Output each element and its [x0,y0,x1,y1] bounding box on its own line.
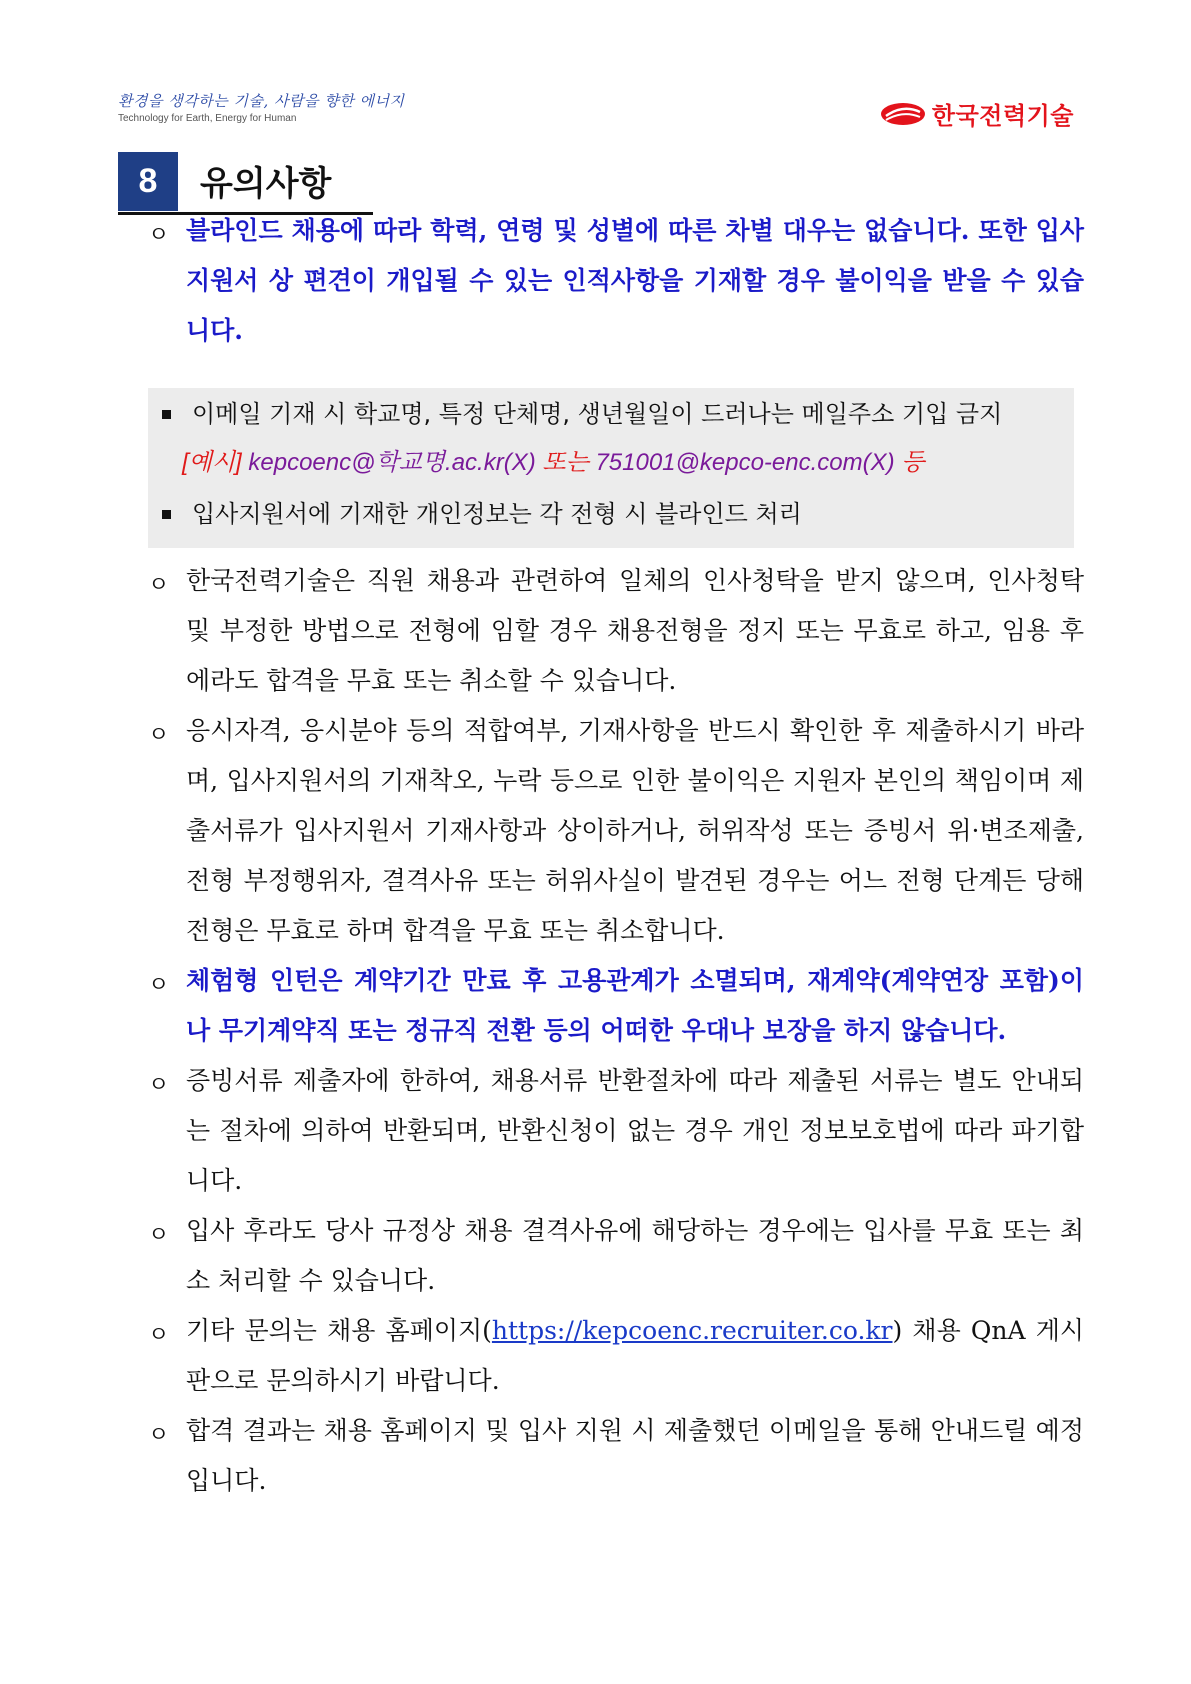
bullet-text: 합격 결과는 채용 홈페이지 및 입사 지원 시 제출했던 이메일을 통해 안내드릴 예정입니다. [186,1416,1084,1495]
notice-item-privacy: 입사지원서에 기재한 개인정보는 각 전형 시 블라인드 처리 [192,500,802,528]
page-header [118,88,1074,138]
bullet-text: 체험형 인턴은 계약기간 만료 후 고용관계가 소멸되며, 재계약(계약연장 포함)이나 무기계약직 또는 정규직 전환 등의 어떠한 우대나 보장을 하지 않습니다. [186,966,1084,1045]
notice-bullet [148,206,1084,356]
bullet-mark: ㅇ [148,1073,170,1098]
company-name: 한국전력기술 [931,102,1074,130]
notice-bullet [148,1306,1084,1406]
slogan [118,90,404,124]
example-tag: [예시] [182,449,242,476]
bullet-mark: ㅇ [148,1323,170,1348]
bullet-text: 한국전력기술은 직원 채용과 관련하여 일체의 인사청탁을 받지 않으며, 인사청탁 및 부정한 방법으로 전형에 임할 경우 채용전형을 정지 또는 무효로 하고, 임용 후에라도 합격을 무효 또는 취소할 수 있습니다. [186,566,1084,695]
example-etc: 등 [901,449,925,476]
bullet-text: 증빙서류 제출자에 한하여, 채용서류 반환절차에 따라 제출된 서류는 별도 안내되는 절차에 의하여 반환되며, 반환신청이 없는 경우 개인 정보보호법에 따라 파기합니다. [186,1066,1084,1195]
square-bullet-icon [162,410,171,419]
notice-bullet [148,1056,1084,1206]
company-brand [880,96,1074,131]
bullet-text: 입사 후라도 당사 규정상 채용 결격사유에 해당하는 경우에는 입사를 무효 또는 최소 처리할 수 있습니다. [186,1216,1084,1295]
section-title: 유의사항 [200,164,332,204]
section-number: 8 [118,152,178,211]
bullet-text-after: ) 채용 QnA 게시판으로 문의하시기 바랍니다. [186,1316,1084,1395]
bullet-mark: ㅇ [148,723,170,748]
slogan-english: Technology for Earth, Energy for Human [118,113,297,124]
bullet-text: 응시자격, 응시분야 등의 적합여부, 기재사항을 반드시 확인한 후 제출하시기 바라며, 입사지원서의 기재착오, 누락 등으로 인한 불이익은 지원자 본인의 책임이며 제출서류가 입사지원서 기재사항과 상이하거나, 허위작성 또는 증빙서 위·변조제출, 전형 부정행위자, 결격사유 또는 허위사실이 발견된 경우는 어느 전형 단계든 당해 전형은 무효로 하며 합격을 무효 또는 취소합니다. [186,716,1084,945]
square-bullet-icon [162,510,171,519]
notice-bullet [148,956,1084,1056]
example-email-1: kepcoenc@학교명.ac.kr(X) [248,449,536,476]
bullet-mark: ㅇ [148,973,170,998]
bullet-mark: ㅇ [148,223,170,248]
notice-bullet [148,706,1084,956]
notice-item-email: 이메일 기재 시 학교명, 특정 단체명, 생년월일이 드러나는 메일주소 기입 금지 [192,400,1003,428]
notice-bullet [148,1406,1084,1506]
email-notice-box [148,388,1074,548]
company-logo-icon [880,102,926,126]
bullet-mark: ㅇ [148,1423,170,1448]
example-email-2: 751001@kepco-enc.com(X) [595,449,895,476]
notice-bullet [148,1206,1084,1306]
bullet-text-before: 기타 문의는 채용 홈페이지( [186,1316,492,1345]
notice-bullet [148,556,1084,706]
bullet-mark: ㅇ [148,573,170,598]
email-example [182,442,924,477]
recruit-homepage-link[interactable]: https://kepcoenc.recruiter.co.kr [491,1316,893,1345]
example-or: 또는 [542,449,589,476]
bullet-mark: ㅇ [148,1223,170,1248]
slogan-korean: 환경을 생각하는 기술, 사람을 향한 에너지 [118,92,405,110]
bullet-text: 블라인드 채용에 따라 학력, 연령 및 성별에 따른 차별 대우는 없습니다. 또한 입사지원서 상 편견이 개입될 수 있는 인적사항을 기재할 경우 불이익을 받을 수 있습니다. [186,216,1084,345]
bullet-text [186,1306,1084,1406]
